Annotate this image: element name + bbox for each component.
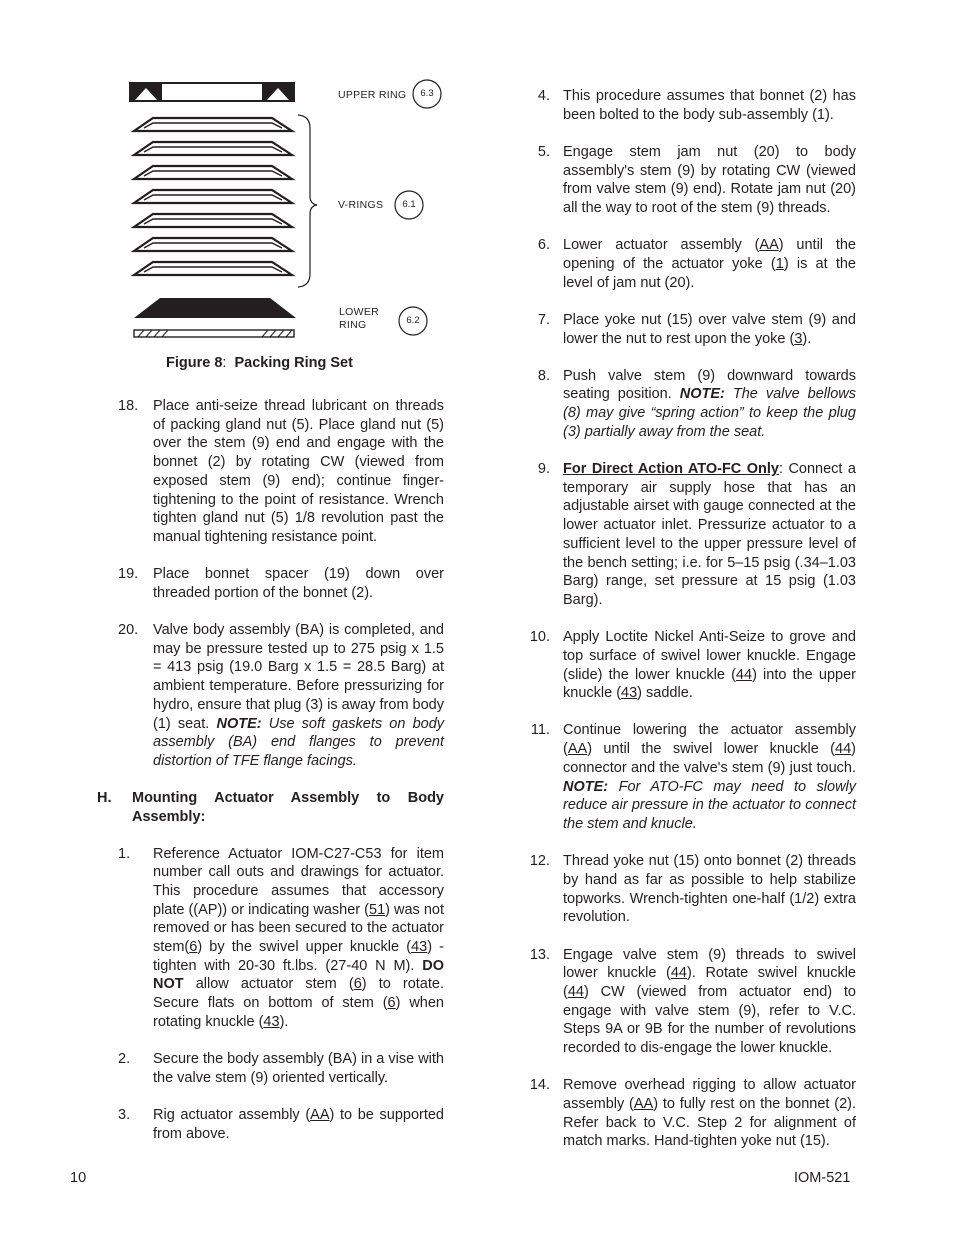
step-text: Rig actuator assembly ( xyxy=(153,1107,311,1123)
page-number: 10 xyxy=(70,1170,87,1186)
warning-text: DO NOT xyxy=(153,957,444,993)
lower-ring-label-line2: RING xyxy=(339,319,367,331)
substep-4 xyxy=(528,87,856,124)
document-id: IOM-521 xyxy=(794,1170,851,1186)
lower-ring-label-line1: LOWER xyxy=(339,306,380,318)
section-title: Mounting Actuator Assembly to Body Assembly: xyxy=(132,790,444,825)
note-text: For ATO-FC may need to slowly reduce air pressure in the actuator to connect the stem and knucle. xyxy=(563,778,857,832)
item-ref: 43 xyxy=(411,939,428,956)
item-ref: 1 xyxy=(775,255,784,272)
step-text: : Connect a temporary air supply hose that has an adjustable airset with gauge connected at the lower actuator inlet. Pressurize actuator to a sufficient level to the upper pressure level of the bench setting; i.e. for 5–15 psig (.34–1.03 Barg) range, set pressure at 15 psig (1.03 Barg). xyxy=(563,461,856,608)
step-text: ) saddle. xyxy=(637,685,693,702)
step-text: ). xyxy=(279,1013,289,1030)
step-text: Engage stem jam nut (20) to body assembly's stem (9) by rotating CW (viewed from valve stem (9) end). Rotate jam nut (20) all the way to root of the stem (9) threads. xyxy=(563,143,856,217)
step-number: 4. xyxy=(537,88,550,104)
step-text: ) was not removed or has been secured to the actuator stem( xyxy=(153,901,444,956)
step-number: 7. xyxy=(537,311,550,328)
upper-ring-drawing xyxy=(130,83,294,101)
substep-6 xyxy=(528,236,856,292)
item-ref: 6 xyxy=(387,995,396,1012)
step-text: Place bonnet spacer (19) down over threaded portion of the bonnet (2). xyxy=(153,566,444,601)
figure-caption xyxy=(166,355,353,371)
item-ref: 6 xyxy=(189,939,198,956)
substep-8 xyxy=(528,367,856,442)
right-column xyxy=(528,87,856,1170)
left-column xyxy=(97,397,445,1162)
item-ref: AA xyxy=(759,237,779,254)
step-text: This procedure assumes that bonnet (2) has been bolted to the body sub-assembly (1). xyxy=(563,88,856,123)
step-text: ) to rotate. Secure flats on bottom of stem ( xyxy=(153,976,444,1012)
item-ref: AA xyxy=(310,1107,330,1123)
step-text: allow actuator stem ( xyxy=(183,976,354,993)
item-ref: 43 xyxy=(263,1013,280,1030)
v-rings-drawing xyxy=(134,118,292,275)
substep-11 xyxy=(528,721,856,833)
substep-2 xyxy=(118,1050,444,1087)
step-text: Place yoke nut (15) over valve stem (9) and lower the nut to rest upon the yoke ( xyxy=(563,311,856,347)
step-20 xyxy=(118,621,444,771)
item-ref: 44 xyxy=(735,666,753,683)
step-number: 6. xyxy=(537,237,550,254)
step-text: ) CW (viewed from actuator end) to engage with valve stem (9), refer to V.C. Steps 9A or 9B for the number of revolutions recorded to dis-engage the lower knuckle. xyxy=(563,983,856,1057)
step-18 xyxy=(118,397,444,547)
step-number: 13. xyxy=(529,946,550,963)
substep-13 xyxy=(528,946,856,1058)
item-ref: AA xyxy=(633,1095,654,1112)
item-ref: AA xyxy=(567,741,588,758)
step-text: ) to be supported from above. xyxy=(153,1107,444,1142)
note-label: NOTE: xyxy=(563,778,609,795)
packing-ring-figure xyxy=(120,74,460,354)
figure-caption-title: Packing Ring Set xyxy=(234,355,353,371)
step-number: 5. xyxy=(537,143,550,160)
step-number: 20. xyxy=(118,622,139,639)
step-text: ). Rotate swivel knuckle ( xyxy=(563,965,856,1000)
v-rings-label: V-RINGS xyxy=(338,199,384,211)
step-number: 19. xyxy=(118,566,139,583)
substep-3 xyxy=(118,1106,444,1143)
step-19 xyxy=(118,565,444,602)
note-text: Use soft gaskets on body assembly (BA) end flanges to prevent distortion of TFE flange facings. xyxy=(153,715,445,769)
item-ref: 43 xyxy=(621,685,638,702)
item-ref: 44 xyxy=(835,741,852,758)
figure-caption-separator: : xyxy=(222,355,227,371)
step-text: ) by the swivel upper knuckle ( xyxy=(197,939,412,956)
item-ref: 51 xyxy=(369,901,386,918)
step-text: Lower actuator assembly ( xyxy=(563,237,760,254)
step-text: Push valve stem (9) downward towards seating position. xyxy=(563,367,856,403)
step-text: ) until the opening of the actuator yoke ( xyxy=(563,237,856,272)
item-ref: 44 xyxy=(567,983,584,1000)
step-number: 3. xyxy=(118,1107,131,1123)
upper-ring-number: 6.3 xyxy=(420,88,434,99)
step-text: ) - tighten with 20-30 ft.lbs. (27-40 N M). xyxy=(153,939,445,974)
step-number: 10. xyxy=(529,629,550,646)
step-text: ) into the upper knuckle ( xyxy=(563,666,856,702)
step-text: Engage valve stem (9) threads to swivel lower knuckle ( xyxy=(563,946,856,982)
step-text: ) until the swivel lower knuckle ( xyxy=(587,741,836,758)
step-text: Continue lowering the actuator assembly ( xyxy=(563,722,856,758)
step-number: 2. xyxy=(118,1051,131,1068)
step-text: Place anti-seize thread lubricant on threads of packing gland nut (5). Place gland nut (5) over the stem (9) end and engage with the bonnet (2) by rotating CW (viewed from exposed stem (9) end); continue finger-tightening to the point of resistance. Wrench tighten gland nut (5) 1/8 revolution past the manual tightening resistance point. xyxy=(153,398,444,545)
item-ref: 3 xyxy=(794,330,803,347)
note-text: The valve bellows (8) may give “spring action” to keep the plug (3) partially away from the seat. xyxy=(563,386,857,440)
item-ref: 44 xyxy=(670,965,687,982)
step-number: 9. xyxy=(537,461,550,478)
note-label: NOTE: xyxy=(679,386,725,403)
section-letter: H. xyxy=(97,790,112,807)
substep-9 xyxy=(528,460,856,610)
step-text: ) when rotating knuckle ( xyxy=(153,995,444,1030)
step-text: ). xyxy=(802,330,812,347)
step-number: 11. xyxy=(530,722,550,739)
step-text: ) to fully rest on the bonnet (2). Refer back to V.C. Step 2 for alignment of match marks. Hand-tighten yoke nut (15). xyxy=(563,1095,857,1150)
step-text: Apply Loctite Nickel Anti-Seize to grove and top surface of swivel lower knuckle. Engage (slide) the lower knuckle ( xyxy=(563,629,856,683)
substep-1 xyxy=(118,845,444,1032)
step-text: Remove overhead rigging to allow actuator assembly ( xyxy=(563,1077,856,1112)
substep-7 xyxy=(528,311,856,348)
step-number: 1. xyxy=(118,845,131,862)
step-number: 12. xyxy=(529,853,550,870)
step-text: Thread yoke nut (15) onto bonnet (2) threads by hand as far as possible to help stabilize topworks. Wrench-tighten one-half (1/2) extra revolution. xyxy=(563,853,856,926)
step-text: Secure the body assembly (BA) in a vise with the valve stem (9) oriented vertically. xyxy=(153,1051,444,1086)
substep-5 xyxy=(528,143,856,218)
step-number: 18. xyxy=(118,398,139,414)
substep-10 xyxy=(528,628,856,703)
step-text: ) connector and the valve's stem (9) just touch. xyxy=(563,741,856,776)
step-lead: For Direct Action ATO-FC Only xyxy=(563,461,779,478)
step-text: ) is at the level of jam nut (20). xyxy=(563,255,856,291)
step-text: Valve body assembly (BA) is completed, and may be pressure tested up to 275 psig x 1.5 = 413 psig (19.0 Barg x 1.5 = 28.5 Barg) at ambient temperature. Before pressurizing for hydro, ensure that plug (3) is away from body (1) seat. xyxy=(153,622,444,732)
step-text: Reference Actuator IOM-C27-C53 for item number call outs and drawings for actuator. This procedure assumes that accessory plate ((AP)) or indicating washer ( xyxy=(153,845,444,918)
figure-caption-label: Figure 8 xyxy=(166,355,223,371)
upper-ring-label: UPPER RING xyxy=(338,89,407,101)
section-h-heading xyxy=(97,789,444,826)
substep-14 xyxy=(528,1076,856,1151)
item-ref: 6 xyxy=(353,976,362,993)
note-label: NOTE: xyxy=(216,715,262,732)
step-number: 8. xyxy=(537,367,550,384)
lower-ring-drawing xyxy=(134,298,296,337)
v-rings-number: 6.1 xyxy=(402,199,416,210)
packing-ring-diagram xyxy=(120,74,460,354)
substep-12 xyxy=(528,852,856,927)
lower-ring-number: 6.2 xyxy=(406,315,420,326)
step-number: 14. xyxy=(529,1077,550,1094)
